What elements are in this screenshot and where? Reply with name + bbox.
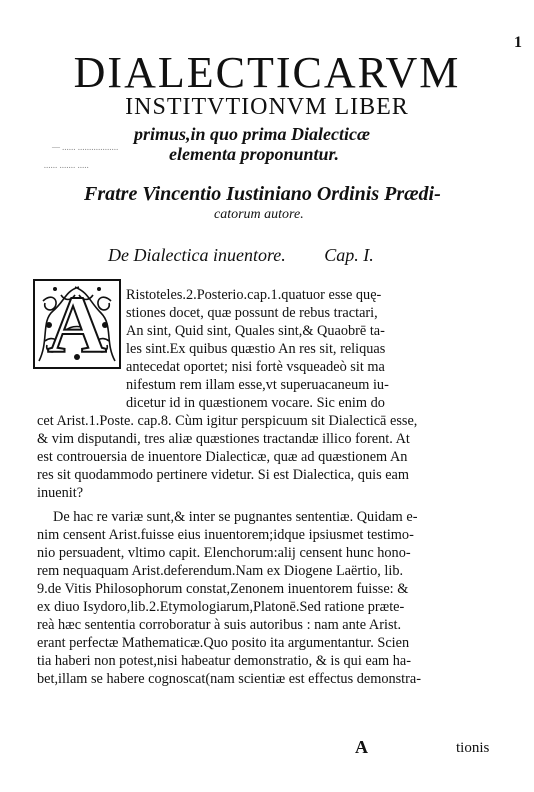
text-line: & vim disputandi, tres aliæ quæstiones tractandæ illico forent. At <box>37 431 410 447</box>
text-line: 9.de Vitis Philosophorum constat,Zenonem inuentorem fuisse: & <box>37 581 409 597</box>
chapter-number: Cap. I. <box>324 245 374 265</box>
text-line: Ristoteles.2.Posterio.cap.1.quatuor esse quę- <box>126 287 382 303</box>
text-line: tia haberi non potest,nisi habeatur demonstratio, & is qui eam ha- <box>37 653 412 669</box>
text-line: inuenit? <box>37 485 84 501</box>
text-line: rem nequaquam Arist.deferendum.Nam ex Diogene Laërtio, lib. <box>37 563 404 579</box>
text-line: reà hæc sententia corroboratur à suis autoribus : nam ante Arist. <box>37 617 402 633</box>
text-line: dicetur id in quæstionem vocare. Sic enim do <box>126 395 385 411</box>
text-line: nim censent Arist.fuisse eius inuentorem;idque ipsiusmet testimo- <box>37 527 414 543</box>
text-line: An sint, Quid sint, Quales sint,& Quaobrē ta- <box>126 323 385 339</box>
text-line: res sit quodammodo pertinere videtur. Si est Dialectica, quis eam <box>37 467 410 483</box>
text-line: est controuersia de inuentore Dialecticæ, quæ ad quæstionem An <box>37 449 408 465</box>
folio-number: 1 <box>514 34 522 51</box>
author-line-1: Fratre Vincentio Iustiniano Ordinis Prædi- <box>84 183 441 205</box>
text-line: nifestum rem illam esse,vt superuacaneum iu- <box>126 377 389 393</box>
faint-annotation-2: ...... ....... ..... <box>44 160 89 170</box>
text-line: stiones docet, quæ possunt de rebus tractari, <box>126 305 378 321</box>
text-line: les sint.Ex quibus quæstio An res sit, reliquas <box>126 341 386 357</box>
text-line: cet Arist.1.Poste. cap.8. Cùm igitur perspicuum sit Dialecticā esse, <box>37 413 418 429</box>
faint-annotation-1: — ...... .................. <box>52 142 119 152</box>
author-line-2: catorum autore. <box>214 207 304 222</box>
catchword: tionis <box>456 740 490 756</box>
chapter-heading <box>108 244 374 266</box>
decorated-initial <box>33 279 121 369</box>
title-line-3: primus,in quo prima Dialecticæ <box>134 124 371 144</box>
text-line: bet,illam se habere cognoscat(nam scientiæ est effectus demonstra- <box>37 671 422 687</box>
chapter-title: De Dialectica inuentore. <box>108 245 286 265</box>
title-line-4: elementa proponuntur. <box>169 144 340 164</box>
text-line: erant perfectæ Mathematicæ.Quo posito ita argumentantur. Scien <box>37 635 410 651</box>
title-line-1: DIALECTICARVM <box>73 48 461 97</box>
title-line-2: INSTITVTIONVM LIBER <box>125 94 409 120</box>
text-line: ex diuo Isydoro,lib.2.Etymologiarum,Platonē.Sed ratione præte- <box>37 599 405 615</box>
signature-mark: A <box>355 737 368 757</box>
text-line: nio persuadent, vltimo capit. Elenchorum:alij censent hunc hono- <box>37 545 411 561</box>
text-line: antecedat oportet; nisi fortè vsqueadeò sit ma <box>126 359 385 375</box>
text-line: De hac re variæ sunt,& inter se pugnantes sententiæ. Quidam e- <box>53 509 418 525</box>
initial-letter: A <box>47 279 107 370</box>
